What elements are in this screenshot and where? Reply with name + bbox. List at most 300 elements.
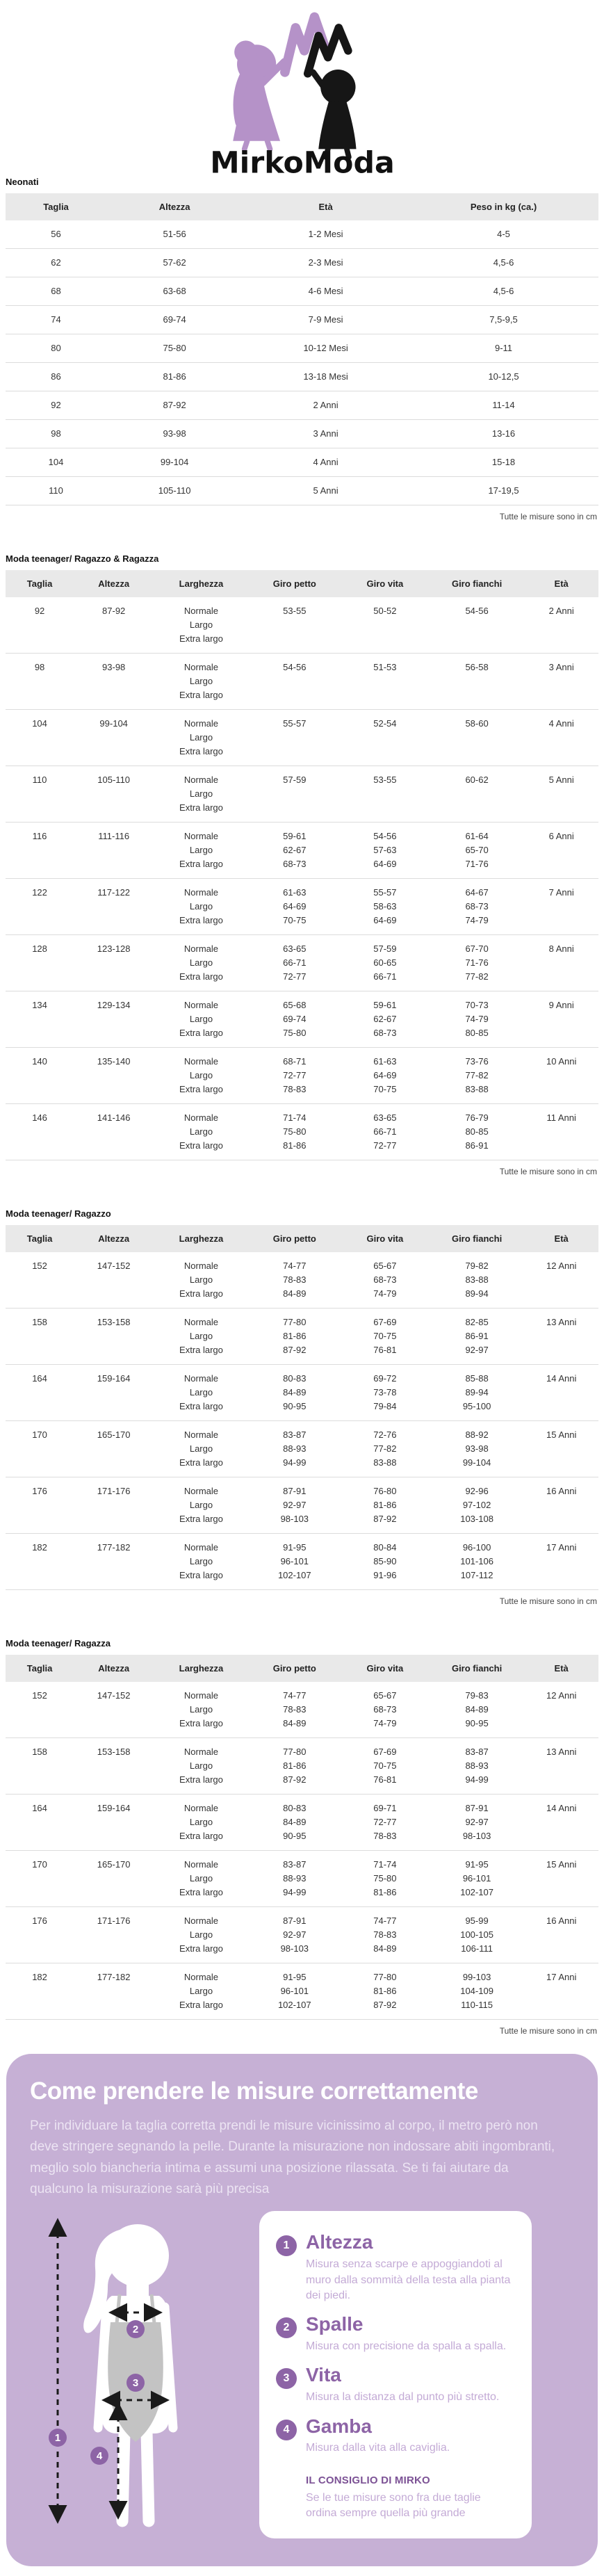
- table-cell: 135-140: [97, 1056, 131, 1067]
- table-cell: 85-88 89-94 95-100: [462, 1373, 491, 1411]
- table-cell: 164: [32, 1373, 47, 1384]
- table-cell: 140: [32, 1056, 47, 1067]
- table-cell: 159-164: [97, 1373, 131, 1384]
- table-row: [6, 1477, 598, 1534]
- size-table: [6, 1655, 598, 2020]
- table-cell: 74-77 78-83 84-89: [283, 1261, 307, 1299]
- table-header-row: [6, 193, 598, 220]
- table-cell: 51-56: [163, 229, 186, 239]
- table-cell: 13 Anni: [546, 1317, 577, 1327]
- table-cell: Normale Largo Extra largo: [179, 718, 223, 756]
- table-cell: 71-74 75-80 81-86: [283, 1112, 307, 1151]
- table-row: [6, 654, 598, 710]
- table-cell: 15 Anni: [546, 1859, 577, 1870]
- table-row: [6, 334, 598, 363]
- table-cell: 92-96 97-102 103-108: [460, 1486, 493, 1524]
- table-cell: 153-158: [97, 1747, 131, 1757]
- table-cell: 69-74: [163, 314, 186, 325]
- section-title: Moda teenager/ Ragazzo: [6, 1208, 111, 1219]
- table-cell: 110: [32, 775, 47, 785]
- table-cell: 5 Anni: [548, 775, 574, 785]
- column-header: Giro petto: [249, 1655, 341, 1682]
- step-number-badge: 3: [276, 2368, 297, 2389]
- table-cell: 67-69 70-75 76-81: [373, 1317, 397, 1355]
- table-cell: 92: [51, 400, 61, 410]
- table-cell: 17 Anni: [546, 1542, 577, 1553]
- table-cell: 82-85 86-91 92-97: [465, 1317, 489, 1355]
- measure-guide-intro: Per individuare la taglia corretta prendi le misure vicinissimo al corpo, il metro però non deve stringere segnando la pelle. Durante la misurazione non indossare abiti ingombranti, meglio solo biancheria intima e assumi una posizione rilassata. Se ti fai aiutare da qualcuno la misurazione sarà più precisa: [30, 2118, 555, 2196]
- table-cell: 4 Anni: [548, 718, 574, 729]
- table-row: [6, 1851, 598, 1907]
- table-cell: 99-104: [99, 718, 128, 729]
- section-title: Moda teenager/ Ragazza: [6, 1638, 111, 1649]
- svg-text:2: 2: [132, 2324, 139, 2336]
- table-cell: 11 Anni: [546, 1112, 576, 1123]
- table-cell: 69-71 72-77 78-83: [373, 1803, 397, 1841]
- table-cell: 164: [32, 1803, 47, 1813]
- table-cell: 77-80 81-86 87-92: [283, 1747, 307, 1785]
- table-cell: 61-63 64-69 70-75: [373, 1056, 397, 1094]
- table-cell: 10-12,5: [488, 371, 519, 382]
- table-row: [6, 823, 598, 879]
- table-cell: Normale Largo Extra largo: [179, 1373, 223, 1411]
- table-cell: 128: [32, 943, 47, 954]
- table-cell: 54-56: [283, 662, 307, 672]
- table-row: [6, 766, 598, 823]
- table-cell: 76-79 80-85 86-91: [465, 1112, 489, 1151]
- table-cell: 159-164: [97, 1803, 131, 1813]
- column-header: Giro vita: [341, 1225, 430, 1252]
- table-cell: 152: [32, 1261, 47, 1271]
- table-cell: 73-76 77-82 83-88: [465, 1056, 489, 1094]
- table-cell: 3 Anni: [313, 428, 338, 439]
- table-cell: 57-59 60-65 66-71: [373, 943, 397, 982]
- table-cell: 62: [51, 257, 61, 268]
- table-cell: 170: [32, 1859, 47, 1870]
- table-cell: Normale Largo Extra largo: [179, 1429, 223, 1468]
- table-cell: Normale Largo Extra largo: [179, 1317, 223, 1355]
- table-cell: 83-87 88-93 94-99: [283, 1429, 307, 1468]
- table-cell: 14 Anni: [546, 1373, 577, 1384]
- table-row: [6, 249, 598, 277]
- step-gamba: [276, 2416, 512, 2456]
- table-cell: 182: [32, 1972, 47, 1982]
- girl-silhouette: [233, 40, 284, 149]
- table-cell: 54-56 57-63 64-69: [373, 831, 397, 869]
- table-cell: 56: [51, 229, 61, 239]
- svg-text:3: 3: [132, 2377, 139, 2390]
- tip-title: IL CONSIGLIO DI MIRKO: [306, 2474, 430, 2486]
- unit-note: Tutte le misure sono in cm: [499, 512, 597, 521]
- table-cell: Normale Largo Extra largo: [179, 1542, 223, 1580]
- boy-silhouette: [313, 70, 356, 157]
- size-table: [6, 570, 598, 1160]
- step-description: Misura dalla vita alla caviglia.: [306, 2442, 450, 2454]
- step-title: Altezza: [306, 2231, 373, 2253]
- table-cell: 50-52: [373, 606, 397, 616]
- table-cell: 15-18: [491, 457, 516, 467]
- table-cell: 69-72 73-78 79-84: [373, 1373, 397, 1411]
- table-cell: 10 Anni: [546, 1056, 577, 1067]
- step-number-badge: 2: [276, 2317, 297, 2338]
- section-title: Neonati: [6, 177, 39, 187]
- column-header: Peso in kg (ca.): [409, 193, 598, 220]
- table-cell: 4,5-6: [493, 286, 514, 296]
- table-cell: 86: [51, 371, 61, 382]
- table-cell: Normale Largo Extra largo: [179, 606, 223, 644]
- table-cell: 8 Anni: [548, 943, 574, 954]
- table-cell: 91-95 96-101 102-107: [277, 1972, 311, 2010]
- column-header: Giro vita: [341, 570, 430, 597]
- table-cell: 17 Anni: [546, 1972, 577, 1982]
- column-header: Altezza: [74, 570, 154, 597]
- table-cell: 171-176: [97, 1486, 131, 1496]
- table-row: [6, 1534, 598, 1590]
- table-cell: 79-82 83-88 89-94: [465, 1261, 489, 1299]
- table-cell: 83-87 88-93 94-99: [283, 1859, 307, 1897]
- table-cell: 93-98: [102, 662, 126, 672]
- table-cell: Normale Largo Extra largo: [179, 1000, 223, 1038]
- table-cell: 14 Anni: [546, 1803, 577, 1813]
- tip-description: Se le tue misure sono fra due taglie ordina sempre quella più grande: [306, 2491, 481, 2520]
- step-title: Vita: [306, 2364, 341, 2386]
- measure-steps-card: [259, 2211, 532, 2538]
- table-cell: 83-87 88-93 94-99: [465, 1747, 489, 1785]
- step-title: Spalle: [306, 2313, 364, 2335]
- table-cell: 6 Anni: [548, 831, 574, 841]
- table-cell: 4 Anni: [313, 457, 338, 467]
- table-row: [6, 1309, 598, 1365]
- table-cell: 165-170: [97, 1859, 131, 1870]
- table-row: [6, 220, 598, 249]
- table-cell: 57-59: [283, 775, 307, 785]
- table-cell: 104: [48, 457, 64, 467]
- measurement-figure: [38, 2211, 247, 2534]
- measure-guide-content: [28, 2211, 577, 2538]
- measure-guide-title: Come prendere le misure correttamente: [30, 2077, 478, 2105]
- table-cell: Normale Largo Extra largo: [179, 1803, 223, 1841]
- table-cell: Normale Largo Extra largo: [179, 1859, 223, 1897]
- table-cell: 64-67 68-73 74-79: [465, 887, 489, 925]
- table-row: [6, 597, 598, 654]
- table-cell: 87-92: [102, 606, 126, 616]
- table-cell: 13-16: [491, 428, 516, 439]
- table-row: [6, 1104, 598, 1160]
- table-cell: 153-158: [97, 1317, 131, 1327]
- table-row: [6, 1738, 598, 1795]
- table-cell: 87-91 92-97 98-103: [462, 1803, 491, 1841]
- column-header: Altezza: [106, 193, 243, 220]
- svg-text:4: 4: [96, 2450, 103, 2463]
- table-cell: 61-63 64-69 70-75: [283, 887, 307, 925]
- column-header: Taglia: [6, 1655, 74, 1682]
- table-cell: 51-53: [373, 662, 397, 672]
- table-cell: 87-91 92-97 98-103: [280, 1486, 309, 1524]
- table-cell: Normale Largo Extra largo: [179, 943, 223, 982]
- column-header: Altezza: [74, 1225, 154, 1252]
- table-row: [6, 1907, 598, 1963]
- table-row: [6, 420, 598, 448]
- size-table-section: [6, 553, 598, 1176]
- table-cell: 104: [32, 718, 47, 729]
- table-cell: 4-6 Mesi: [308, 286, 343, 296]
- mirko-tip: [306, 2474, 512, 2522]
- table-cell: Normale Largo Extra largo: [179, 1261, 223, 1299]
- table-cell: 147-152: [97, 1261, 131, 1271]
- table-cell: 53-55: [373, 775, 397, 785]
- table-cell: 57-62: [163, 257, 186, 268]
- step-description: Misura la distanza dal punto più stretto.: [306, 2391, 500, 2404]
- table-cell: 59-61 62-67 68-73: [373, 1000, 397, 1038]
- table-cell: 80-83 84-89 90-95: [283, 1373, 307, 1411]
- table-cell: 105-110: [97, 775, 131, 785]
- size-table: [6, 193, 598, 505]
- step-description: Misura senza scarpe e appoggiandoti al muro dalla sommità della testa alla pianta dei piedi.: [306, 2258, 511, 2301]
- unit-note: Tutte le misure sono in cm: [499, 1596, 597, 1606]
- table-header-row: [6, 570, 598, 597]
- step-number-badge: 4: [276, 2420, 297, 2440]
- table-cell: Normale Largo Extra largo: [179, 887, 223, 925]
- table-cell: 171-176: [97, 1915, 131, 1926]
- table-cell: 80: [51, 343, 61, 353]
- column-header: Giro petto: [249, 1225, 341, 1252]
- table-cell: 54-56: [465, 606, 489, 616]
- column-header: Taglia: [6, 570, 74, 597]
- table-row: [6, 363, 598, 391]
- table-cell: 55-57 58-63 64-69: [373, 887, 397, 925]
- table-cell: 134: [32, 1000, 47, 1010]
- column-header: Età: [524, 1655, 598, 1682]
- table-row: [6, 1252, 598, 1309]
- table-cell: 147-152: [97, 1690, 131, 1701]
- table-cell: 80-84 85-90 91-96: [373, 1542, 397, 1580]
- step-vita: [276, 2365, 512, 2405]
- column-header: Altezza: [74, 1655, 154, 1682]
- size-table-section: [6, 1208, 598, 1606]
- table-cell: Normale Largo Extra largo: [179, 1056, 223, 1094]
- table-cell: 16 Anni: [546, 1486, 577, 1496]
- table-cell: 79-83 84-89 90-95: [465, 1690, 489, 1728]
- table-cell: 91-95 96-101 102-107: [460, 1859, 493, 1897]
- column-header: Giro petto: [249, 570, 341, 597]
- table-cell: 77-80 81-86 87-92: [373, 1972, 397, 2010]
- measure-guide-box: [6, 2054, 598, 2566]
- section-title: Moda teenager/ Ragazzo & Ragazza: [6, 553, 159, 564]
- table-cell: 96-100 101-106 107-112: [460, 1542, 493, 1580]
- table-cell: 59-61 62-67 68-73: [283, 831, 307, 869]
- table-cell: 182: [32, 1542, 47, 1553]
- column-header: Larghezza: [154, 570, 248, 597]
- table-cell: 117-122: [97, 887, 131, 898]
- table-cell: 9-11: [494, 343, 513, 353]
- column-header: Taglia: [6, 193, 106, 220]
- table-row: [6, 1048, 598, 1104]
- table-row: [6, 879, 598, 935]
- table-cell: Normale Largo Extra largo: [179, 831, 223, 869]
- table-cell: Normale Largo Extra largo: [179, 1747, 223, 1785]
- table-cell: 13 Anni: [546, 1747, 577, 1757]
- column-header: Taglia: [6, 1225, 74, 1252]
- table-row: [6, 1365, 598, 1421]
- step-spalle: [276, 2314, 512, 2354]
- table-cell: 99-103 104-109 110-115: [460, 1972, 493, 2010]
- table-cell: 7 Anni: [548, 887, 574, 898]
- size-tables: [0, 177, 604, 2036]
- column-header: Giro fianchi: [430, 1655, 524, 1682]
- column-header: Età: [243, 193, 409, 220]
- table-cell: 105-110: [158, 485, 191, 496]
- table-cell: 65-67 68-73 74-79: [373, 1261, 397, 1299]
- table-cell: 5 Anni: [313, 485, 338, 496]
- table-cell: 98: [51, 428, 61, 439]
- table-row: [6, 1963, 598, 2020]
- table-row: [6, 391, 598, 420]
- table-cell: 95-99 100-105 106-111: [460, 1915, 493, 1954]
- table-cell: 2 Anni: [313, 400, 338, 410]
- table-cell: 67-69 70-75 76-81: [373, 1747, 397, 1785]
- table-cell: 9 Anni: [548, 1000, 574, 1010]
- table-cell: 65-68 69-74 75-80: [283, 1000, 307, 1038]
- table-cell: 87-92: [163, 400, 186, 410]
- table-cell: 152: [32, 1690, 47, 1701]
- column-header: Età: [524, 1225, 598, 1252]
- table-cell: 7-9 Mesi: [308, 314, 343, 325]
- table-cell: 71-74 75-80 81-86: [373, 1859, 397, 1897]
- table-cell: Normale Largo Extra largo: [179, 1112, 223, 1151]
- table-cell: 58-60: [465, 718, 489, 729]
- table-cell: 67-70 71-76 77-82: [465, 943, 489, 982]
- table-cell: 1-2 Mesi: [308, 229, 343, 239]
- table-cell: 81-86: [163, 371, 186, 382]
- table-cell: 53-55: [283, 606, 307, 616]
- table-cell: 56-58: [465, 662, 489, 672]
- size-table: [6, 1225, 598, 1590]
- table-cell: Normale Largo Extra largo: [179, 1486, 223, 1524]
- table-cell: 98: [34, 662, 45, 672]
- table-cell: 88-92 93-98 99-104: [462, 1429, 491, 1468]
- table-cell: 70-73 74-79 80-85: [465, 1000, 489, 1038]
- table-cell: 177-182: [97, 1972, 131, 1982]
- table-row: [6, 277, 598, 306]
- table-row: [6, 1795, 598, 1851]
- table-cell: 129-134: [97, 1000, 131, 1010]
- table-row: [6, 448, 598, 477]
- table-row: [6, 477, 598, 505]
- column-header: Età: [524, 570, 598, 597]
- table-cell: 63-65 66-71 72-77: [373, 1112, 397, 1151]
- table-cell: 165-170: [97, 1429, 131, 1440]
- table-cell: 158: [32, 1317, 47, 1327]
- table-cell: 170: [32, 1429, 47, 1440]
- table-cell: 77-80 81-86 87-92: [283, 1317, 307, 1355]
- table-cell: 76-80 81-86 87-92: [373, 1486, 397, 1524]
- table-cell: 87-91 92-97 98-103: [280, 1915, 309, 1954]
- table-cell: 72-76 77-82 83-88: [373, 1429, 397, 1468]
- table-header-row: [6, 1225, 598, 1252]
- table-cell: 2-3 Mesi: [308, 257, 343, 268]
- table-cell: 176: [32, 1915, 47, 1926]
- table-cell: Normale Largo Extra largo: [179, 775, 223, 813]
- table-cell: 75-80: [163, 343, 186, 353]
- table-cell: 92: [34, 606, 45, 616]
- table-cell: 176: [32, 1486, 47, 1496]
- svg-text:1: 1: [54, 2432, 61, 2445]
- table-cell: 74: [51, 314, 61, 325]
- table-cell: 91-95 96-101 102-107: [277, 1542, 311, 1580]
- table-cell: 110: [49, 485, 63, 496]
- table-cell: 12 Anni: [546, 1261, 577, 1271]
- brand-name: MirkoModa: [209, 145, 395, 178]
- body-measurement-illustration: [38, 2211, 247, 2531]
- table-cell: Normale Largo Extra largo: [179, 1915, 223, 1954]
- table-row: [6, 991, 598, 1048]
- table-cell: 10-12 Mesi: [303, 343, 348, 353]
- table-cell: 52-54: [373, 718, 397, 729]
- table-cell: 116: [32, 831, 47, 841]
- table-row: [6, 306, 598, 334]
- table-row: [6, 1421, 598, 1477]
- step-description: Misura con precisione da spalla a spalla.: [306, 2340, 507, 2353]
- table-cell: 4-5: [497, 229, 510, 239]
- column-header: Larghezza: [154, 1655, 248, 1682]
- table-cell: 93-98: [163, 428, 186, 439]
- table-cell: 158: [32, 1747, 47, 1757]
- table-cell: 146: [32, 1112, 47, 1123]
- table-row: [6, 935, 598, 991]
- table-cell: 74-77 78-83 84-89: [373, 1915, 397, 1954]
- table-cell: 7,5-9,5: [489, 314, 518, 325]
- table-cell: 177-182: [97, 1542, 131, 1553]
- unit-note: Tutte le misure sono in cm: [499, 1167, 597, 1176]
- column-header: Giro vita: [341, 1655, 430, 1682]
- table-cell: 4,5-6: [493, 257, 514, 268]
- table-cell: 3 Anni: [548, 662, 574, 672]
- table-cell: 63-68: [163, 286, 186, 296]
- table-cell: 123-128: [97, 943, 131, 954]
- table-cell: 2 Anni: [548, 606, 574, 616]
- table-cell: 68-71 72-77 78-83: [283, 1056, 307, 1094]
- mirkomoda-logo-illustration: [195, 6, 410, 178]
- table-row: [6, 1682, 598, 1738]
- table-cell: 13-18 Mesi: [303, 371, 348, 382]
- step-title: Gamba: [306, 2415, 372, 2437]
- table-header-row: [6, 1655, 598, 1682]
- table-cell: Normale Largo Extra largo: [179, 662, 223, 700]
- table-cell: 111-116: [98, 831, 130, 841]
- table-cell: Normale Largo Extra largo: [179, 1972, 223, 2010]
- size-table-section: [6, 177, 598, 521]
- column-header: Larghezza: [154, 1225, 248, 1252]
- unit-note: Tutte le misure sono in cm: [499, 2026, 597, 2036]
- table-cell: 15 Anni: [546, 1429, 577, 1440]
- size-table-section: [6, 1638, 598, 2036]
- column-header: Giro fianchi: [430, 1225, 524, 1252]
- table-cell: 68: [51, 286, 61, 296]
- table-cell: 65-67 68-73 74-79: [373, 1690, 397, 1728]
- table-cell: 60-62: [465, 775, 489, 785]
- table-cell: 99-104: [160, 457, 189, 467]
- table-cell: 17-19,5: [488, 485, 519, 496]
- table-cell: 80-83 84-89 90-95: [283, 1803, 307, 1841]
- table-cell: 122: [32, 887, 47, 898]
- table-cell: Normale Largo Extra largo: [179, 1690, 223, 1728]
- table-cell: 55-57: [283, 718, 307, 729]
- table-cell: 11-14: [492, 400, 515, 410]
- table-cell: 61-64 65-70 71-76: [465, 831, 489, 869]
- column-header: Giro fianchi: [430, 570, 524, 597]
- logo: [0, 0, 604, 178]
- table-row: [6, 710, 598, 766]
